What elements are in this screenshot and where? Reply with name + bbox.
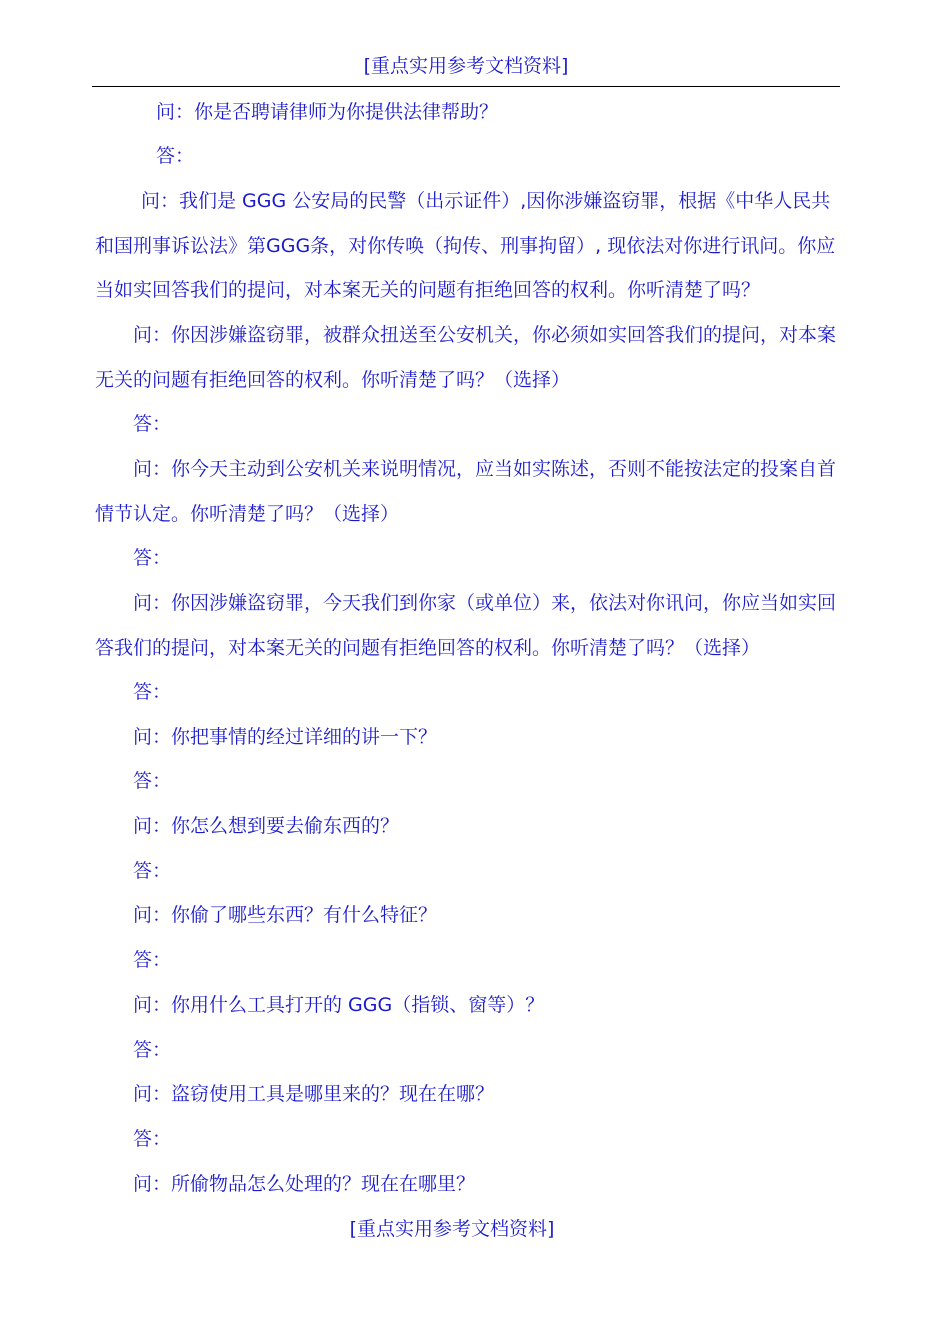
answer-paragraph: [95, 536, 881, 581]
paragraph-line: 问：你把事情的经过详细的讲一下？: [133, 726, 438, 748]
answer-paragraph: [95, 938, 881, 983]
answer-paragraph: [95, 1028, 881, 1073]
paragraph-line: 问：你因涉嫌盗窃罪，被群众扭送至公安机关，你必须如实回答我们的提问，对本案: [133, 324, 837, 346]
question-paragraph: [95, 1072, 881, 1117]
answer-paragraph: [95, 849, 881, 894]
answer-paragraph: [95, 402, 881, 447]
question-paragraph: [95, 581, 843, 670]
question-paragraph: [95, 447, 843, 536]
answer-paragraph: [95, 759, 881, 804]
paragraph-line: 答：: [133, 681, 172, 703]
question-paragraph: [95, 893, 881, 938]
answer-paragraph: [95, 1117, 881, 1162]
paragraph-line: 答：: [133, 949, 172, 971]
paragraph-line: 问：你因涉嫌盗窃罪，今天我们到你家（或单位）来，依法对你讯问，你应当如实回: [133, 592, 837, 614]
paragraph-line: 问：盗窃使用工具是哪里来的？现在在哪？: [133, 1083, 495, 1105]
paragraph-line: 答：: [133, 770, 172, 792]
paragraph-line: 当如实回答我们的提问，对本案无关的问题有拒绝回答的权利。你听清楚了吗？: [95, 279, 761, 301]
paragraph-line: 问：我们是 GGG 公安局的民警（出示证件）,因你涉嫌盗窃罪，根据《中华人民共: [141, 190, 831, 212]
answer-paragraph: [95, 134, 904, 179]
paragraph-line: 问：所偷物品怎么处理的？现在在哪里？: [133, 1173, 476, 1195]
page-header: [92, 50, 840, 87]
question-paragraph: [95, 179, 843, 313]
header-title: [重点实用参考文档资料]: [363, 55, 569, 77]
paragraph-line: 问：你用什么工具打开的 GGG（指锁、窗等）？: [133, 994, 545, 1016]
paragraph-line: 答：: [133, 413, 172, 435]
paragraph-line: 答：: [133, 547, 172, 569]
paragraph-line: 问：你是否聘请律师为你提供法律帮助？: [156, 101, 499, 123]
paragraph-line: 答：: [156, 145, 195, 167]
question-paragraph: [95, 715, 881, 760]
question-paragraph: [95, 313, 843, 402]
question-paragraph: [95, 804, 881, 849]
paragraph-line: 问：你偷了哪些东西？有什么特征？: [133, 904, 438, 926]
paragraph-line: 问：你怎么想到要去偷东西的？: [133, 815, 400, 837]
paragraph-line: 和国刑事诉讼法》第GGG条，对你传唤（拘传、刑事拘留）, 现依法对你进行讯问。你应: [95, 234, 836, 257]
paragraph-line: 问：你今天主动到公安机关来说明情况，应当如实陈述，否则不能按法定的投案自首: [133, 458, 837, 480]
answer-paragraph: [95, 670, 881, 715]
question-paragraph: [95, 983, 881, 1028]
page-footer: [重点实用参考文档资料]: [349, 1218, 555, 1240]
paragraph-line: 无关的问题有拒绝回答的权利。你听清楚了吗？（选择）: [95, 368, 571, 391]
paragraph-line: 答：: [133, 1039, 172, 1061]
question-paragraph: [95, 90, 904, 135]
paragraph-line: 答：: [133, 860, 172, 882]
paragraph-line: 答：: [133, 1128, 172, 1150]
paragraph-line: 答我们的提问，对本案无关的问题有拒绝回答的权利。你听清楚了吗？（选择）: [95, 636, 761, 659]
question-paragraph: [95, 1162, 881, 1207]
paragraph-line: 情节认定。你听清楚了吗？（选择）: [95, 502, 400, 525]
